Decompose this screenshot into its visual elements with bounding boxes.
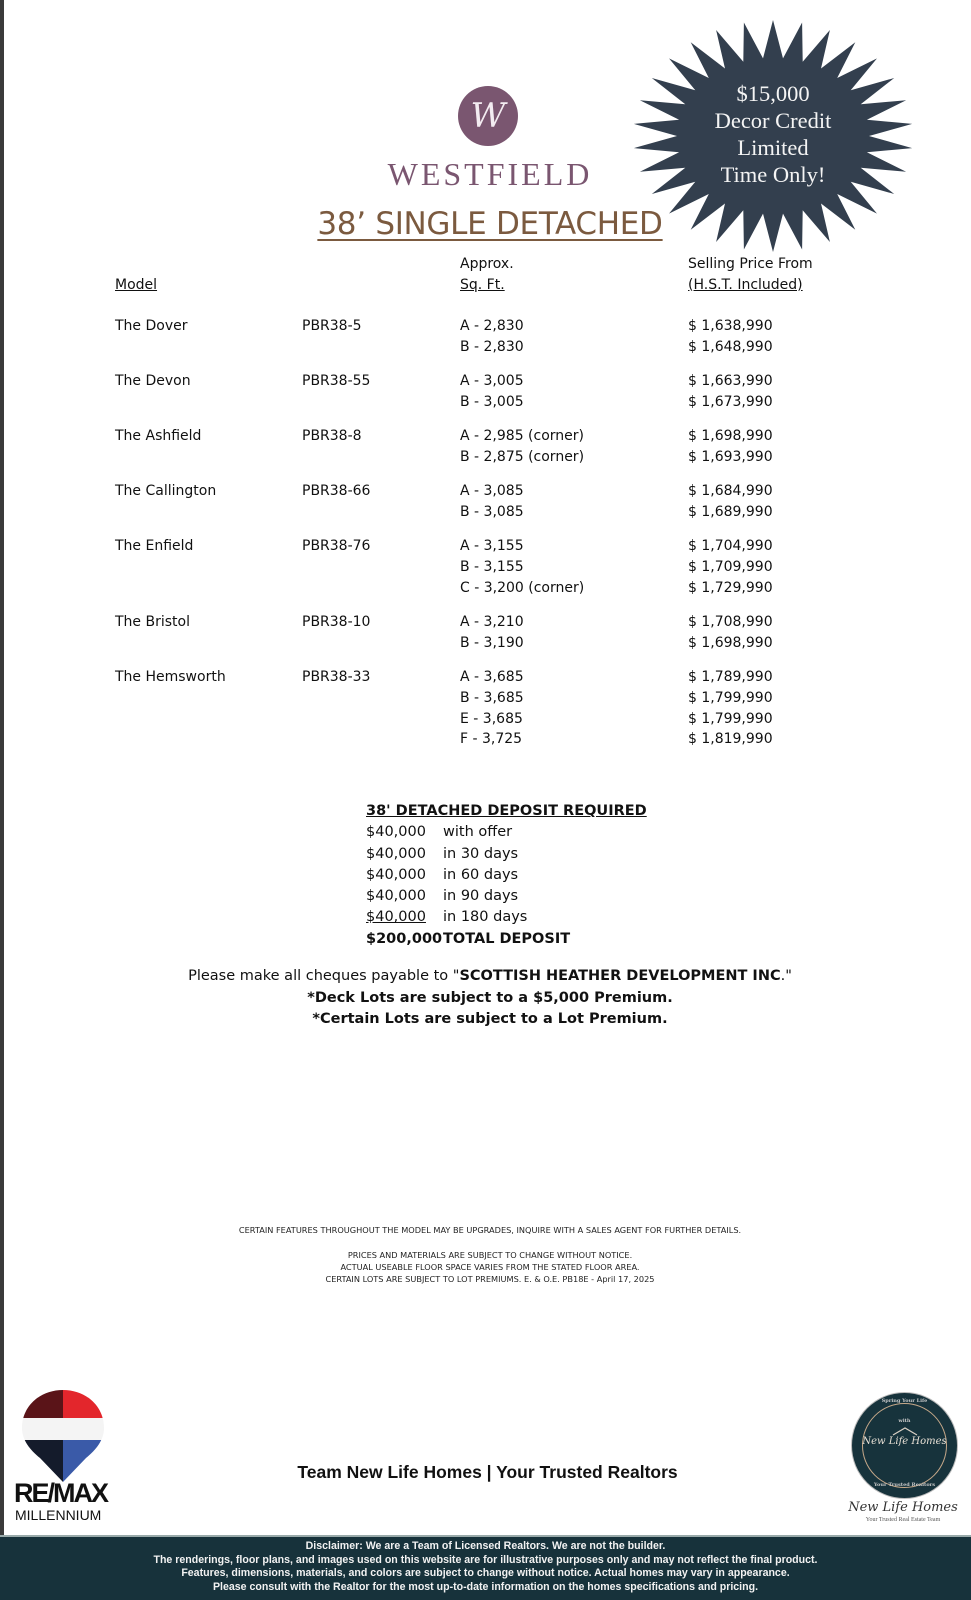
house-roof-icon	[892, 1426, 918, 1436]
option-sqft: B - 2,830	[460, 338, 524, 355]
disclaimer-line: Disclaimer: We are a Team of Licensed Realtors. We are not the builder.	[305, 1540, 666, 1552]
fine-print-prices: PRICES AND MATERIALS ARE SUBJECT TO CHANGE WITHOUT NOTICE.	[347, 1250, 633, 1260]
option-sqft: B - 3,005	[460, 393, 524, 410]
model-code: PBR38-66	[302, 483, 371, 499]
option-sqft: E - 3,685	[460, 710, 523, 727]
model-code: PBR38-76	[302, 538, 371, 554]
model-code: PBR38-55	[302, 373, 371, 389]
disclaimer-line: The renderings, floor plans, and images used on this website are for illustrative purposes only and may not reflect the final product.	[153, 1553, 818, 1566]
lot-premium-note: *Certain Lots are subject to a Lot Premium.	[312, 1011, 668, 1027]
cheques-prefix: Please make all cheques payable to "	[188, 968, 460, 984]
option-sqft: A - 3,005	[460, 373, 524, 389]
option-price: $ 1,663,990	[688, 373, 773, 389]
option-sqft: A - 3,155	[460, 538, 524, 554]
option-sqft: B - 3,190	[460, 634, 524, 651]
option-sqft: B - 2,875 (corner)	[460, 448, 585, 465]
model-code: PBR38-33	[302, 669, 371, 685]
deposit-when: in 30 days	[443, 845, 519, 862]
remax-balloon-logo	[20, 1388, 106, 1484]
page-title: 38’ SINGLE DETACHED	[317, 206, 663, 242]
option-price: $ 1,799,990	[688, 689, 773, 706]
deposit-title: 38' DETACHED DEPOSIT REQUIRED	[366, 803, 647, 819]
deposit-total-label: TOTAL DEPOSIT	[443, 930, 571, 947]
disclaimer-banner	[0, 1535, 971, 1600]
model-name: The Callington	[115, 483, 217, 499]
logo-subtitle: Your Trusted Real Estate Team	[865, 1517, 941, 1523]
promo-amount: $15,000	[736, 81, 810, 106]
option-sqft: A - 3,210	[460, 614, 524, 630]
logo-top-arc: Spring Your Life	[881, 1398, 928, 1404]
option-sqft: A - 3,685	[460, 669, 524, 685]
team-tagline: Team New Life Homes | Your Trusted Realtors	[297, 1462, 678, 1482]
westfield-monogram-logo	[458, 86, 518, 146]
deposit-row	[366, 844, 647, 865]
cheques-suffix: ."	[780, 968, 792, 984]
option-sqft: B - 3,685	[460, 689, 524, 706]
deposit-total-amount: $200,000	[366, 930, 443, 947]
promo-line: Limited	[737, 135, 809, 160]
option-price: $ 1,648,990	[688, 338, 773, 355]
remax-wordmark: RE/MAX	[14, 1478, 108, 1508]
remax-white-band	[20, 1418, 106, 1440]
deposit-amount: $40,000	[366, 888, 426, 905]
deposit-when: in 60 days	[443, 866, 519, 883]
fine-print-floor-space: ACTUAL USEABLE FLOOR SPACE VARIES FROM THE STATED FLOOR AREA.	[340, 1262, 640, 1272]
option-price: $ 1,638,990	[688, 318, 773, 334]
option-price: $ 1,708,990	[688, 614, 773, 630]
model-code: PBR38-5	[302, 318, 362, 334]
logo-bottom-arc: Your Trusted Realtors	[873, 1482, 936, 1488]
deposit-row	[366, 907, 647, 928]
remax-dark-red	[20, 1388, 63, 1418]
header-price-line1: Selling Price From	[688, 256, 813, 272]
deposit-when: in 180 days	[443, 909, 528, 926]
remax-office: MILLENNIUM	[15, 1507, 102, 1523]
deposit-amount: $40,000	[366, 845, 426, 862]
cheques-note	[120, 966, 860, 988]
logo-script-name: New Life Homes	[848, 1500, 958, 1515]
option-price: $ 1,673,990	[688, 393, 773, 410]
option-price: $ 1,698,990	[688, 634, 773, 651]
option-price: $ 1,709,990	[688, 558, 773, 575]
deposit-amount: $40,000	[366, 909, 426, 926]
deposit-amount: $40,000	[366, 866, 426, 883]
deposit-amount: $40,000	[366, 824, 426, 841]
header-price-line2: (H.S.T. Included)	[688, 277, 803, 293]
model-name: The Devon	[115, 373, 191, 389]
model-name: The Ashfield	[115, 428, 202, 444]
disclaimer-line: Please consult with the Realtor for the most up-to-date information on the homes specifications and pricing.	[212, 1580, 759, 1593]
deposit-when: with offer	[443, 824, 513, 841]
model-name: The Dover	[115, 318, 188, 334]
option-price: $ 1,693,990	[688, 448, 773, 465]
header-sqft-line2: Sq. Ft.	[460, 277, 505, 293]
model-name: The Enfield	[115, 538, 194, 554]
model-name: The Hemsworth	[115, 669, 226, 685]
option-sqft: B - 3,155	[460, 558, 524, 575]
promo-line: Time Only!	[720, 162, 826, 187]
deposit-when: in 90 days	[443, 888, 519, 905]
deposit-row	[366, 886, 647, 907]
deposit-row	[366, 822, 647, 843]
page-left-edge	[0, 0, 4, 1540]
deposit-total-row	[366, 929, 647, 950]
deck-lot-note: *Deck Lots are subject to a $5,000 Premium.	[307, 989, 673, 1006]
option-price: $ 1,689,990	[688, 503, 773, 520]
payment-notes	[120, 966, 860, 1031]
option-price: $ 1,729,990	[688, 579, 773, 596]
option-price: $ 1,819,990	[688, 731, 773, 748]
disclaimer-line: Features, dimensions, materials, and colors are subject to change without notice. Actual homes may vary in appearance.	[181, 1567, 790, 1579]
option-sqft: A - 3,085	[460, 483, 524, 499]
brand-wordmark: WESTFIELD	[387, 156, 593, 192]
remax-red	[63, 1388, 106, 1418]
option-price: $ 1,684,990	[688, 483, 773, 499]
model-name: The Bristol	[115, 614, 190, 630]
promo-line: Decor Credit	[714, 108, 832, 133]
option-sqft: A - 2,985 (corner)	[460, 428, 584, 444]
fine-print-lot-premiums: CERTAIN LOTS ARE SUBJECT TO LOT PREMIUMS. E. & O.E. PB18E - April 17, 2025	[325, 1274, 655, 1284]
option-price: $ 1,789,990	[688, 669, 773, 685]
deposit-row	[366, 865, 647, 886]
monogram-letter: W	[470, 96, 506, 136]
fine-print-upgrades: CERTAIN FEATURES THROUGHOUT THE MODEL MAY BE UPGRADES, INQUIRE WITH A SALES AGENT FOR FURTHER DETAILS.	[238, 1225, 742, 1235]
model-code: PBR38-8	[302, 428, 362, 444]
option-price: $ 1,704,990	[688, 538, 773, 554]
option-sqft: A - 2,830	[460, 318, 524, 334]
cheques-payee: SCOTTISH HEATHER DEVELOPMENT INC	[459, 968, 781, 984]
header-model: Model	[115, 277, 158, 293]
header-sqft-line1: Approx.	[460, 256, 514, 272]
option-sqft: F - 3,725	[460, 731, 523, 748]
option-sqft: B - 3,085	[460, 503, 524, 520]
option-sqft: C - 3,200 (corner)	[460, 579, 585, 596]
logo-name: New Life Homes	[862, 1436, 947, 1447]
logo-with: with	[898, 1418, 911, 1424]
deposit-section	[366, 801, 647, 950]
option-price: $ 1,799,990	[688, 710, 773, 727]
promo-text	[680, 80, 866, 188]
option-price: $ 1,698,990	[688, 428, 773, 444]
model-code: PBR38-10	[302, 614, 371, 630]
